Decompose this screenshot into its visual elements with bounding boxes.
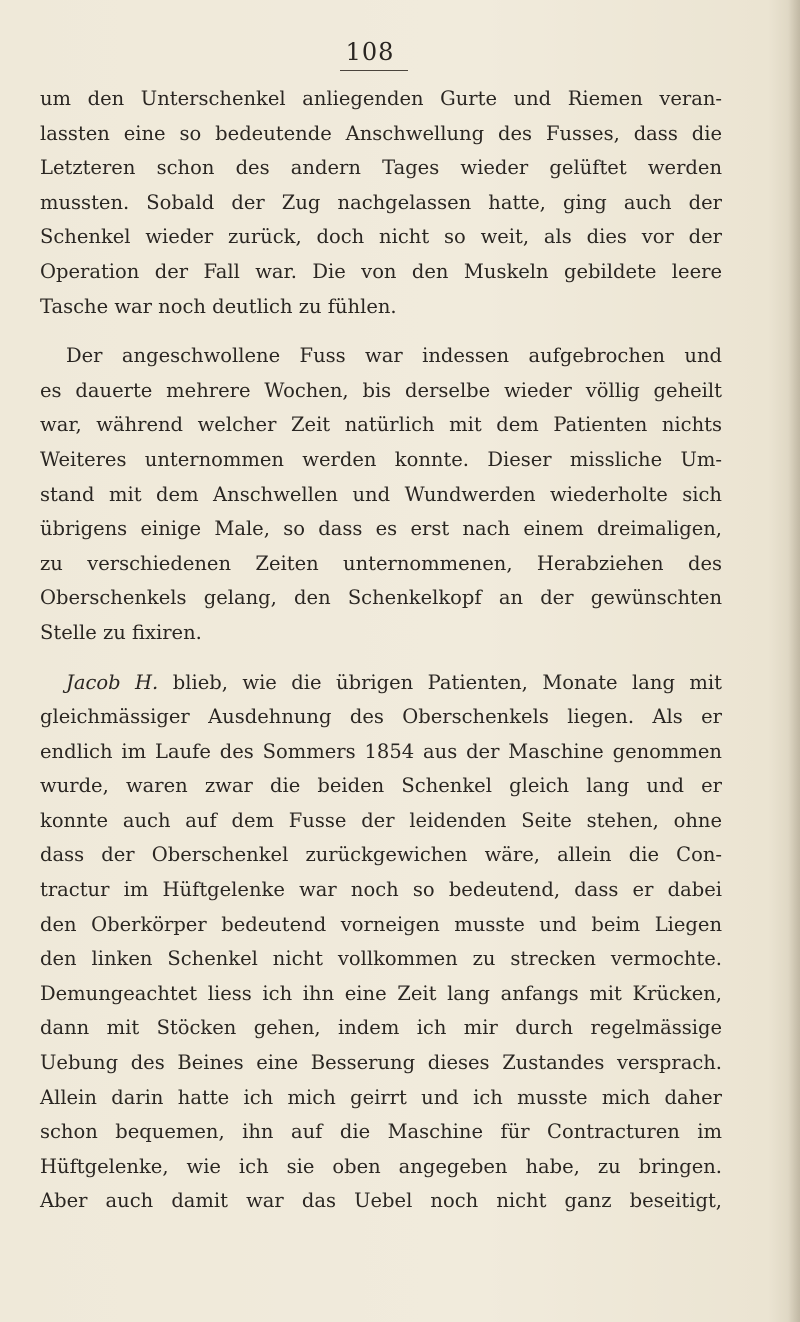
text-line: konnte auch auf dem Fusse der leidenden Seite stehen, ohne [40, 808, 722, 832]
text-line: Stelle zu fixiren. [40, 620, 202, 644]
page-number-underline [340, 70, 408, 71]
text-line: lassten eine so bedeutende Anschwellung des Fusses, dass die [40, 121, 722, 145]
text-line: übrigens einige Male, so dass es erst nach einem dreimaligen, [40, 517, 722, 541]
text-line: schon bequemen, ihn auf die Maschine für Contracturen im [40, 1120, 722, 1144]
page-edge-shadow [788, 0, 800, 1322]
text-line-rest: blieb, wie die übrigen Patienten, Monate lang mit [172, 670, 722, 694]
text-line: es dauerte mehrere Wochen, bis derselbe wieder völlig geheilt [40, 378, 722, 402]
text-line: Tasche war noch deutlich zu fühlen. [40, 294, 397, 318]
text-line: tractur im Hüftgelenke war noch so bedeutend, dass er dabei [40, 878, 722, 902]
text-line-with-name [40, 666, 722, 701]
page-number: 108 [345, 38, 395, 66]
body-text [40, 82, 722, 1219]
text-line: Aber auch damit war das Uebel noch nicht ganz beseitigt, [40, 1189, 722, 1213]
text-line: Hüftgelenke, wie ich sie oben angegeben habe, zu bringen. [40, 1154, 722, 1178]
paragraph-gap [40, 651, 722, 666]
paragraph-gap [40, 324, 722, 339]
text-line: mussten. Sobald der Zug nachgelassen hatte, ging auch der [40, 190, 722, 214]
text-line: Schenkel wieder zurück, doch nicht so weit, als dies vor der [40, 225, 722, 249]
text-line: Uebung des Beines eine Besserung dieses Zustandes versprach. [40, 1051, 722, 1075]
text-line: den linken Schenkel nicht vollkommen zu strecken vermochte. [40, 947, 722, 971]
text-line: Oberschenkels gelang, den Schenkelkopf an der gewünschten [40, 586, 722, 610]
text-line: Demungeachtet liess ich ihn eine Zeit lang anfangs mit Krücken, [40, 981, 722, 1005]
text-line: war, während welcher Zeit natürlich mit dem Patienten nichts [40, 413, 722, 437]
text-line: stand mit dem Anschwellen und Wundwerden wiederholte sich [40, 482, 722, 506]
text-line: Letzteren schon des andern Tages wieder gelüftet werden [40, 156, 722, 180]
text-line: Allein darin hatte ich mich geirrt und ich musste mich daher [40, 1085, 722, 1109]
text-line: um den Unterschenkel anliegenden Gurte und Riemen veran- [40, 87, 722, 110]
patient-name: Jacob H. [66, 670, 159, 694]
text-line: dass der Oberschenkel zurückgewichen wäre, allein die Con- [40, 843, 722, 867]
text-line: Weiteres unternommen werden konnte. Dieser missliche Um- [40, 447, 722, 471]
text-line: endlich im Laufe des Sommers 1854 aus der Maschine genommen [40, 739, 722, 763]
text-line: den Oberkörper bedeutend vorneigen musste und beim Liegen [40, 912, 722, 936]
text-line: zu verschiedenen Zeiten unternommenen, Herabziehen des [40, 551, 722, 575]
text-line: gleichmässiger Ausdehnung des Oberschenkels liegen. Als er [40, 705, 722, 729]
text-line: Operation der Fall war. Die von den Muskeln gebildete leere [40, 259, 722, 283]
text-line: wurde, waren zwar die beiden Schenkel gleich lang und er [40, 774, 722, 798]
text-line: dann mit Stöcken gehen, indem ich mir durch regelmässige [40, 1016, 722, 1040]
text-line: Der angeschwollene Fuss war indessen aufgebrochen und [66, 344, 722, 368]
